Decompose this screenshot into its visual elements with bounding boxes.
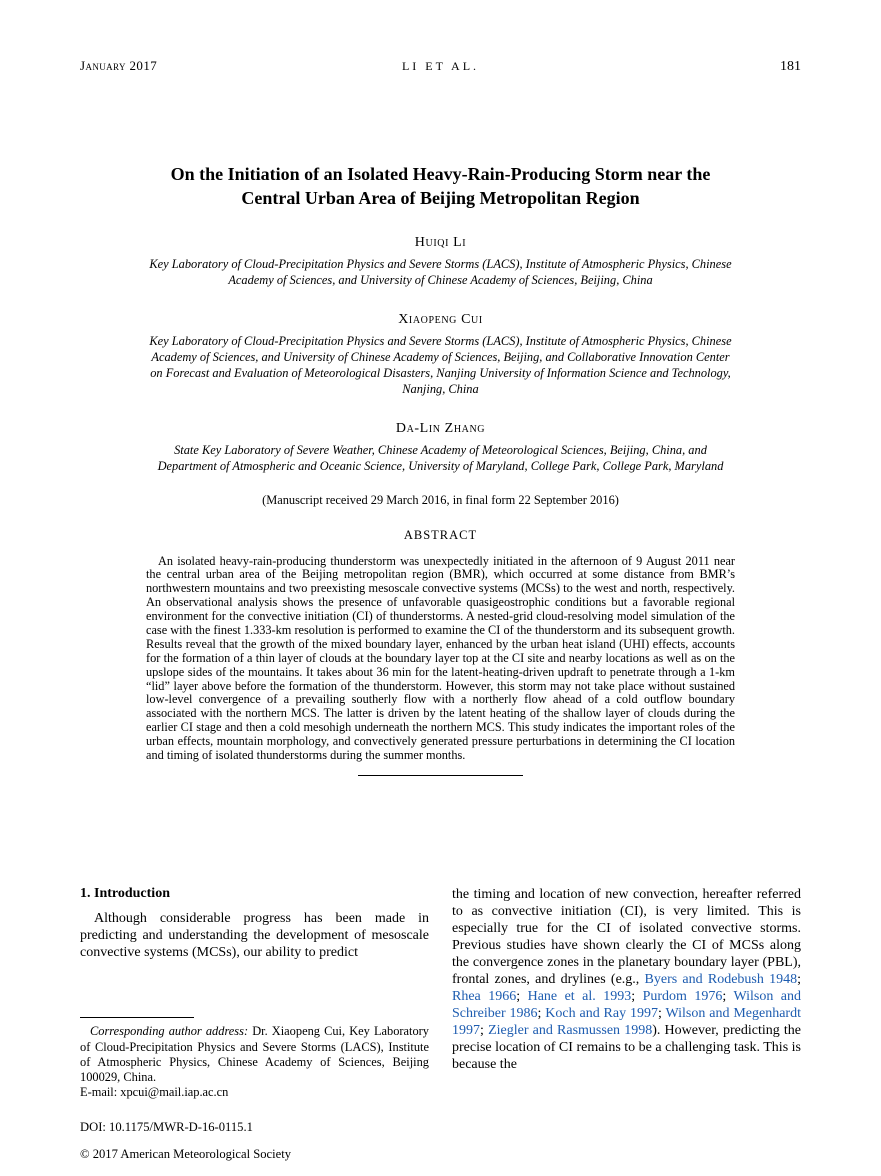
author-affiliation: Key Laboratory of Cloud-Precipitation Physics and Severe Storms (LACS), Institute of Atmospheric Physics, Chinese Academy of Sciences, and University of Chinese Academy of Sciences, Beijing, and Collaborative Innovation Center on Forecast and Evaluation of Meteorological Disasters, Nanjing University of Information Science and Technology, Nanjing, China <box>149 333 732 397</box>
text-run: Corresponding author address: <box>90 1024 249 1039</box>
intro-paragraph-continued <box>452 886 801 1073</box>
author-name: Huiqi Li <box>414 234 467 250</box>
abstract-text: An isolated heavy-rain-producing thunderstorm was unexpectedly initiated in the afternoon of 9 August 2011 near the central urban area of the Beijing metropolitan region (BMR), which occurred at some distance from BMR’s northwestern mountains and two preexisting mesoscale convective systems (MCSs) to the west and north, respectively. An observational analysis shows the presence of unfavorable quasigeostrophic conditions but a favorable regional environment for the convective initiation (CI) of thunderstorms. A nested-grid cloud-resolving model simulation of the case with the finest 1.333-km resolution is performed to examine the CI of the thunderstorm and its subsequent growth. Results reveal that the growth of the mixed boundary layer, enhanced by the urban heat island (UHI) effects, accounts for the formation of a thin layer of clouds at the boundary layer top at the CI site and nearby locations as well as on the upslope sides of the mountains. It takes about 36 min for the latent-heating-driven updraft to penetrate through a 1-km “lid” layer above before the formation of the thunderstorm. However, this storm may not take place without sustained low-level convergence of a prevailing southerly flow with a northerly flow ahead of a cold outflow boundary associated with the northern MCS. The latter is driven by the latent heating of the shallow layer of clouds during the earlier CI stage and then a cold mesohigh underneath the northern MCS. This study indicates the important roles of the urban effects, mountain morphology, and convectively generated pressure perturbations in determining the CI location and timing of isolated thunderstorms during the summer months. <box>146 553 735 762</box>
text-run: ; <box>797 972 801 987</box>
left-column <box>80 886 429 1162</box>
citation-link[interactable]: Purdom 1976 <box>642 989 723 1004</box>
author-block-3 <box>80 397 801 474</box>
author-name: Xiaopeng Cui <box>398 311 483 327</box>
author-name: Da-Lin Zhang <box>395 421 486 437</box>
corresponding-author-note <box>80 1024 429 1085</box>
intro-paragraph: Although considerable progress has been made in predicting and understanding the development of mesoscale convective systems (MCSs), our ability to predict <box>80 910 429 960</box>
right-column <box>452 886 801 1162</box>
journal-issue-date: January 2017 <box>80 58 158 73</box>
section-heading-introduction: 1. Introduction <box>80 886 170 901</box>
manuscript-note: (Manuscript received 29 March 2016, in final form 22 September 2016) <box>262 492 619 507</box>
author-block-1 <box>80 211 801 288</box>
text-run: Dr. Xiaopeng Cui, Key Laboratory of Cloud-Precipitation Physics and Severe Storms (LACS), Institute of Atmospheric Physics, Chinese Academy of Sciences, Beijing 100029, China. <box>80 1024 429 1084</box>
author-affiliation: Key Laboratory of Cloud-Precipitation Physics and Severe Storms (LACS), Institute of Atmospheric Physics, Chinese Academy of Sciences, and University of Chinese Academy of Sciences, Beijing, China <box>149 256 732 287</box>
abstract-separator-rule <box>358 775 523 776</box>
author-block-2 <box>80 288 801 398</box>
text-run: ; <box>657 1006 666 1021</box>
citation-link[interactable]: Rhea 1966 <box>452 989 517 1004</box>
text-run: ; <box>480 1023 489 1038</box>
text-run: ; <box>537 1006 546 1021</box>
two-column-body <box>80 886 801 1162</box>
text-run: ; <box>631 989 643 1004</box>
footnote-rule <box>80 1017 194 1018</box>
article-title: On the Initiation of an Isolated Heavy-Rain-Producing Storm near the Central Urban Area of Beijing Metropolitan Region <box>170 164 711 208</box>
copyright-notice: © 2017 American Meteorological Society <box>80 1147 292 1161</box>
running-head <box>80 58 801 75</box>
text-run: ). However, predicting the precise location of CI remains to be a challenging task. This is because the <box>452 1023 802 1072</box>
author-affiliation: State Key Laboratory of Severe Weather, Chinese Academy of Meteorological Sciences, Beijing, China, and Department of Atmospheric and Oceanic Science, University of Maryland, College Park, College Park, Maryland <box>157 443 724 474</box>
citation-link[interactable]: Ziegler and Rasmussen 1998 <box>488 1023 653 1038</box>
citation-link[interactable]: Koch and Ray 1997 <box>545 1006 658 1021</box>
citation-link[interactable]: Byers and Rodebush 1948 <box>644 972 798 987</box>
citation-link[interactable]: Wilson and Schreiber 1986 <box>452 989 802 1021</box>
page-number: 181 <box>779 59 801 74</box>
text-run: ; <box>722 989 734 1004</box>
abstract-heading: ABSTRACT <box>403 527 478 542</box>
footnote <box>80 1017 429 1100</box>
doi: DOI: 10.1175/MWR-D-16-0115.1 <box>80 1120 253 1134</box>
citation-link[interactable]: Wilson and Megenhardt 1997 <box>452 1006 801 1038</box>
text-run: the timing and location of new convection, hereafter referred to as convective initiation (CI), is very limited. This is especially true for the CI of isolated convective storms. Previous studies have shown clearly the CI of MCSs along the convergence zones in the planetary boundary layer (PBL), frontal zones, and drylines (e.g., <box>452 887 801 987</box>
citation-link[interactable]: Hane et al. 1993 <box>527 989 632 1004</box>
running-authors: LI ET AL. <box>401 59 480 73</box>
text-run: ; <box>516 989 528 1004</box>
email-line: E-mail: xpcui@mail.iap.ac.cn <box>80 1084 229 1099</box>
